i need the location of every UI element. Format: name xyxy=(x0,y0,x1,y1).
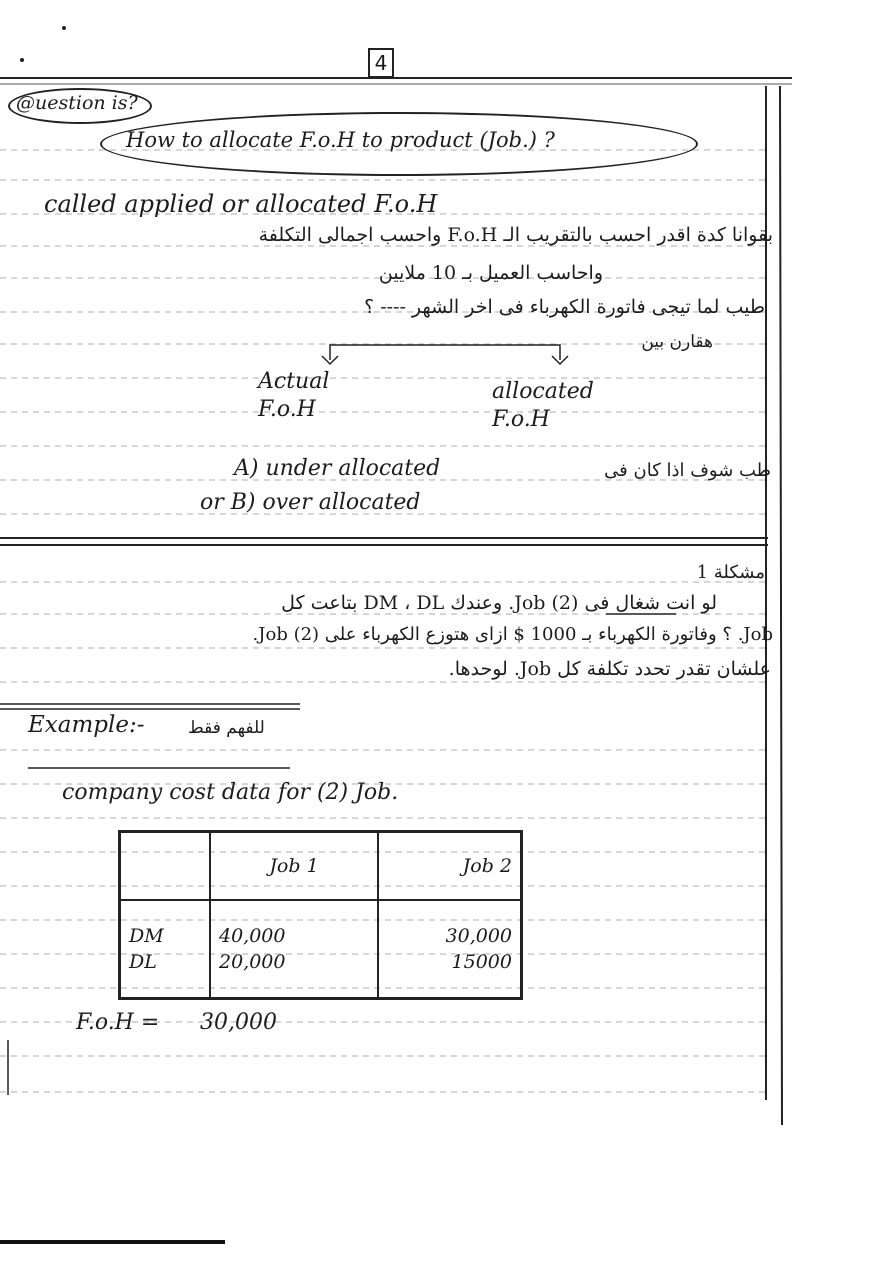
header-job-1: Job 1 xyxy=(210,832,378,900)
problem-line-2: Job. ؟ وفاتورة الكهرباء بـ 1000 $ ازاى هتوزع الكهرباء على (2) Job. xyxy=(252,624,773,645)
problem-title: مشكلة 1 xyxy=(696,562,765,583)
row-label-dl: DL xyxy=(129,950,157,973)
arabic-note-line-1: بقوانا كدة اقدر احسب بالتقريب الـ F.o.H واحسب اجمالى التكلفة xyxy=(258,224,773,246)
over-allocated: or B) over allocated xyxy=(200,490,421,515)
example-label: Example:- xyxy=(28,712,145,738)
problem-line-3: علشان تقدر تحدد تكلفة كل Job. لوحدها. xyxy=(448,658,771,680)
job-1-values xyxy=(210,900,378,999)
table-header-corner xyxy=(120,832,211,900)
page-number: 4 xyxy=(368,48,394,78)
under-allocated: A) under allocated xyxy=(234,456,441,481)
header-job-2: Job 2 xyxy=(378,832,522,900)
example-intro: company cost data for (2) Job. xyxy=(62,780,399,805)
problem-line-1: لو انت شغال فى (2) Job. وعندك DM ، DL بتاعت كل xyxy=(281,592,717,614)
actual-foh-label: Actual F.o.H xyxy=(258,369,330,422)
ink-dot xyxy=(20,58,24,62)
foh-value: 30,000 xyxy=(200,1010,277,1035)
job-cost-table xyxy=(118,830,523,1000)
applied-definition: called applied or allocated F.o.H xyxy=(44,190,438,218)
check-if-note: طب شوف اذا كان فى xyxy=(604,460,771,481)
foh-label: F.o.H = xyxy=(76,1010,160,1035)
question-text: How to allocate F.o.H to product (Job.) ? xyxy=(126,128,555,152)
job-1-dm: 40,000 xyxy=(219,924,286,947)
question-label: @uestion is? xyxy=(16,92,138,114)
example-note: للفهم فقط xyxy=(188,718,265,738)
job-2-dm: 30,000 xyxy=(445,924,512,947)
table-row xyxy=(120,900,522,999)
row-label-dm: DM xyxy=(129,924,164,947)
allocated-foh-label: allocated F.o.H xyxy=(492,379,594,432)
arabic-note-line-3: طيب لما تيجى فاتورة الكهرباء فى اخر الشهر ---- ؟ xyxy=(364,296,765,318)
job-1-dl: 20,000 xyxy=(219,950,286,973)
arabic-note-line-2: واحاسب العميل بـ 10 ملايين xyxy=(378,262,603,284)
job-2-dl: 15000 xyxy=(451,950,512,973)
table-header-row xyxy=(120,832,522,900)
job-2-values xyxy=(378,900,522,999)
row-labels xyxy=(120,900,211,999)
compare-between: هقارن بين xyxy=(641,332,713,352)
ink-dot xyxy=(62,26,66,30)
